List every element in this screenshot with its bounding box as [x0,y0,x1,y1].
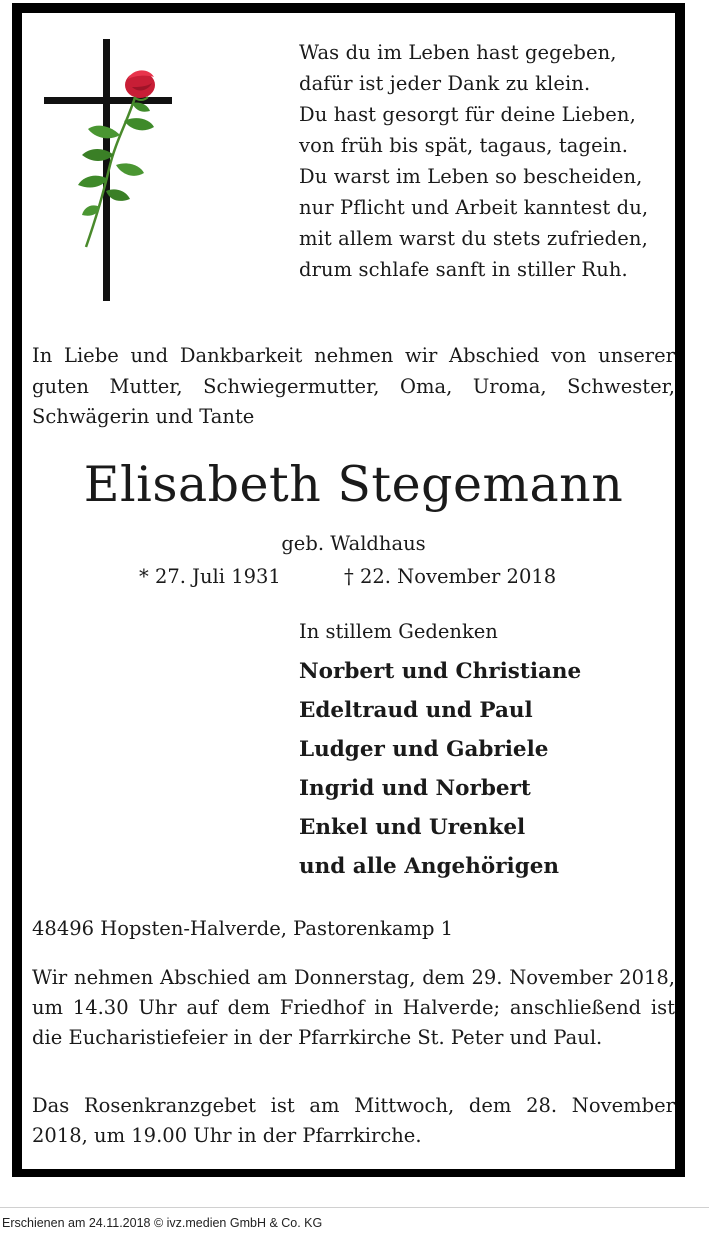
birth-date: * 27. Juli 1931 [139,565,281,588]
mourners-list [299,652,581,886]
mourner: Ingrid und Norbert [299,776,531,801]
mourner: Norbert und Christiane [299,659,582,684]
rosary-info: Das Rosenkranzgebet ist am Mittwoch, dem 28. November 2018, um 19.00 Uhr in der Pfarrkirche. [32,1094,675,1147]
mourner: Enkel und Urenkel [299,815,526,840]
death-date: † 22. November 2018 [344,565,557,588]
intro-text: In Liebe und Dankbarkeit nehmen wir Abschied von unserer guten Mutter, Schwiegermutter, Oma, Uroma, Schwester, Schwägerin und Tante [32,344,675,428]
cross-with-rose-icon [44,39,174,301]
mourner: Ludger und Gabriele [299,737,549,762]
mourners-label: In stillem Gedenken [299,620,498,643]
funeral-info: Wir nehmen Abschied am Donnerstag, dem 29. November 2018, um 14.30 Uhr auf dem Friedhof in Halverde; anschließend ist die Eucharistiefeier in der Pfarrkirche St. Peter und Paul. [32,966,675,1049]
publication-footer: Erschienen am 24.11.2018 © ivz.medien GmbH & Co. KG [2,1216,323,1230]
obituary-card [22,13,675,1169]
divider [0,1207,709,1208]
address: 48496 Hopsten-Halverde, Pastorenkamp 1 [32,917,454,940]
poem: Was du im Leben hast gegeben, dafür ist jeder Dank zu klein. Du hast gesorgt für deine Lieben, von früh bis spät, tagaus, tagein. Du warst im Leben so bescheiden, nur Pflicht und Arbeit kanntest du, mit allem warst du stets zufrieden, drum schlafe sanft in stiller Ruh. [299,41,649,281]
mourner: und alle Angehörigen [299,854,560,879]
obituary-border [12,3,685,1177]
mourner: Edeltraud und Paul [299,698,533,723]
birth-name: geb. Waldhaus [281,532,426,555]
deceased-name: Elisabeth Stegemann [83,456,624,513]
